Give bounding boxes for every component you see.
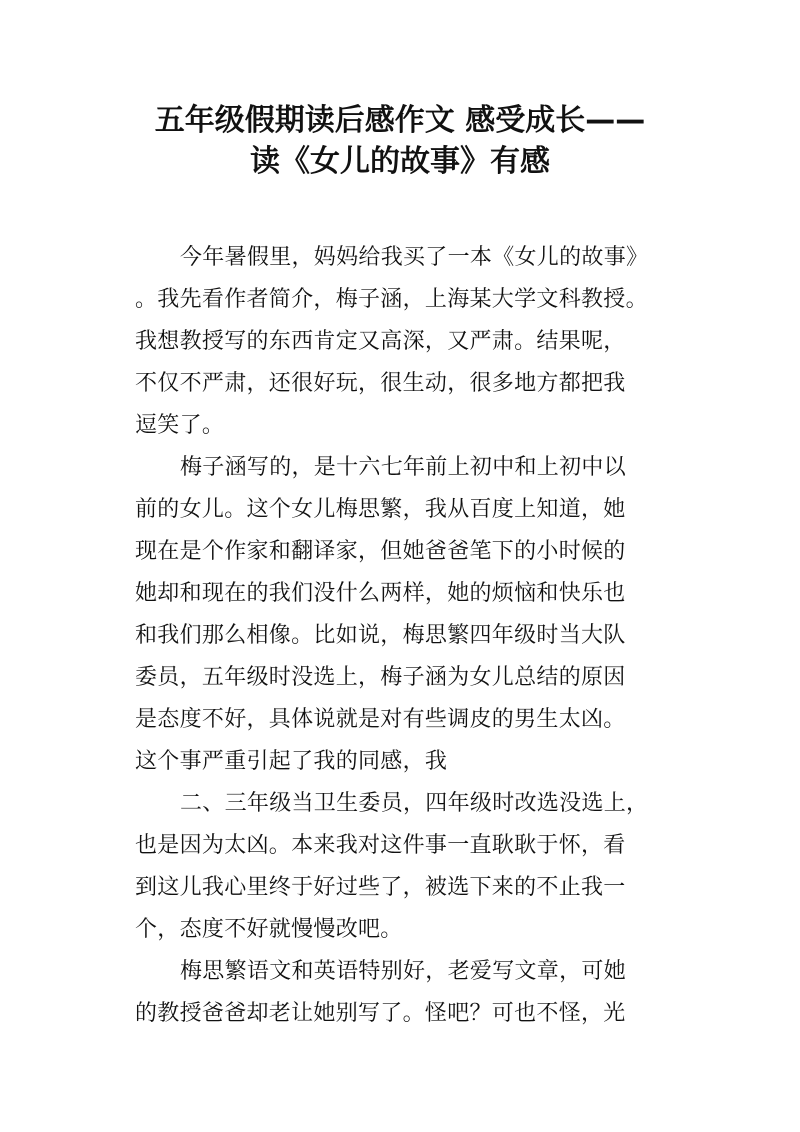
body-line: 今年暑假里，妈妈给我买了一本《女儿的故事》 <box>180 245 649 270</box>
body-line: 也是因为太凶。本来我对这件事一直耿耿于怀，看 <box>135 833 626 858</box>
body-line: 梅思繁语文和英语特别好，老爱写文章，可她 <box>180 959 627 984</box>
body-line: 委员，五年级时没选上，梅子涵为女儿总结的原因 <box>135 665 626 690</box>
body-line: 这个事严重引起了我的同感，我 <box>135 749 448 774</box>
body-line: 和我们那么相像。比如说，梅思繁四年级时当大队 <box>135 623 626 648</box>
body-line: 二、三年级当卫生委员，四年级时改选没选上， <box>180 791 649 816</box>
body-line: 不仅不严肃，还很好玩，很生动，很多地方都把我 <box>135 371 626 396</box>
body-line: 她却和现在的我们没什么两样，她的烦恼和快乐也 <box>135 581 626 606</box>
body-line: 的教授爸爸却老让她别写了。怪吧？可也不怪，光 <box>135 1001 626 1026</box>
body-line: 现在是个作家和翻译家，但她爸爸笔下的小时候的 <box>135 539 626 564</box>
body-line: 我想教授写的东西肯定又高深，又严肃。结果呢， <box>135 329 626 354</box>
document-title-line-1: 五年级假期读后感作文 感受成长—— <box>154 103 646 138</box>
body-line: 是态度不好，具体说就是对有些调皮的男生太凶。 <box>135 707 626 732</box>
body-line: 。我先看作者简介，梅子涵，上海某大学文科教授。 <box>135 287 648 312</box>
body-line: 前的女儿。这个女儿梅思繁，我从百度上知道，她 <box>135 497 626 522</box>
body-line: 个，态度不好就慢慢改吧。 <box>135 917 403 942</box>
body-line: 逗笑了。 <box>135 413 225 438</box>
body-line: 梅子涵写的，是十六七年前上初中和上初中以 <box>180 455 627 480</box>
document-title-line-2: 读《女儿的故事》有感 <box>250 144 550 179</box>
body-line: 到这儿我心里终于好过些了，被选下来的不止我一 <box>135 875 626 900</box>
